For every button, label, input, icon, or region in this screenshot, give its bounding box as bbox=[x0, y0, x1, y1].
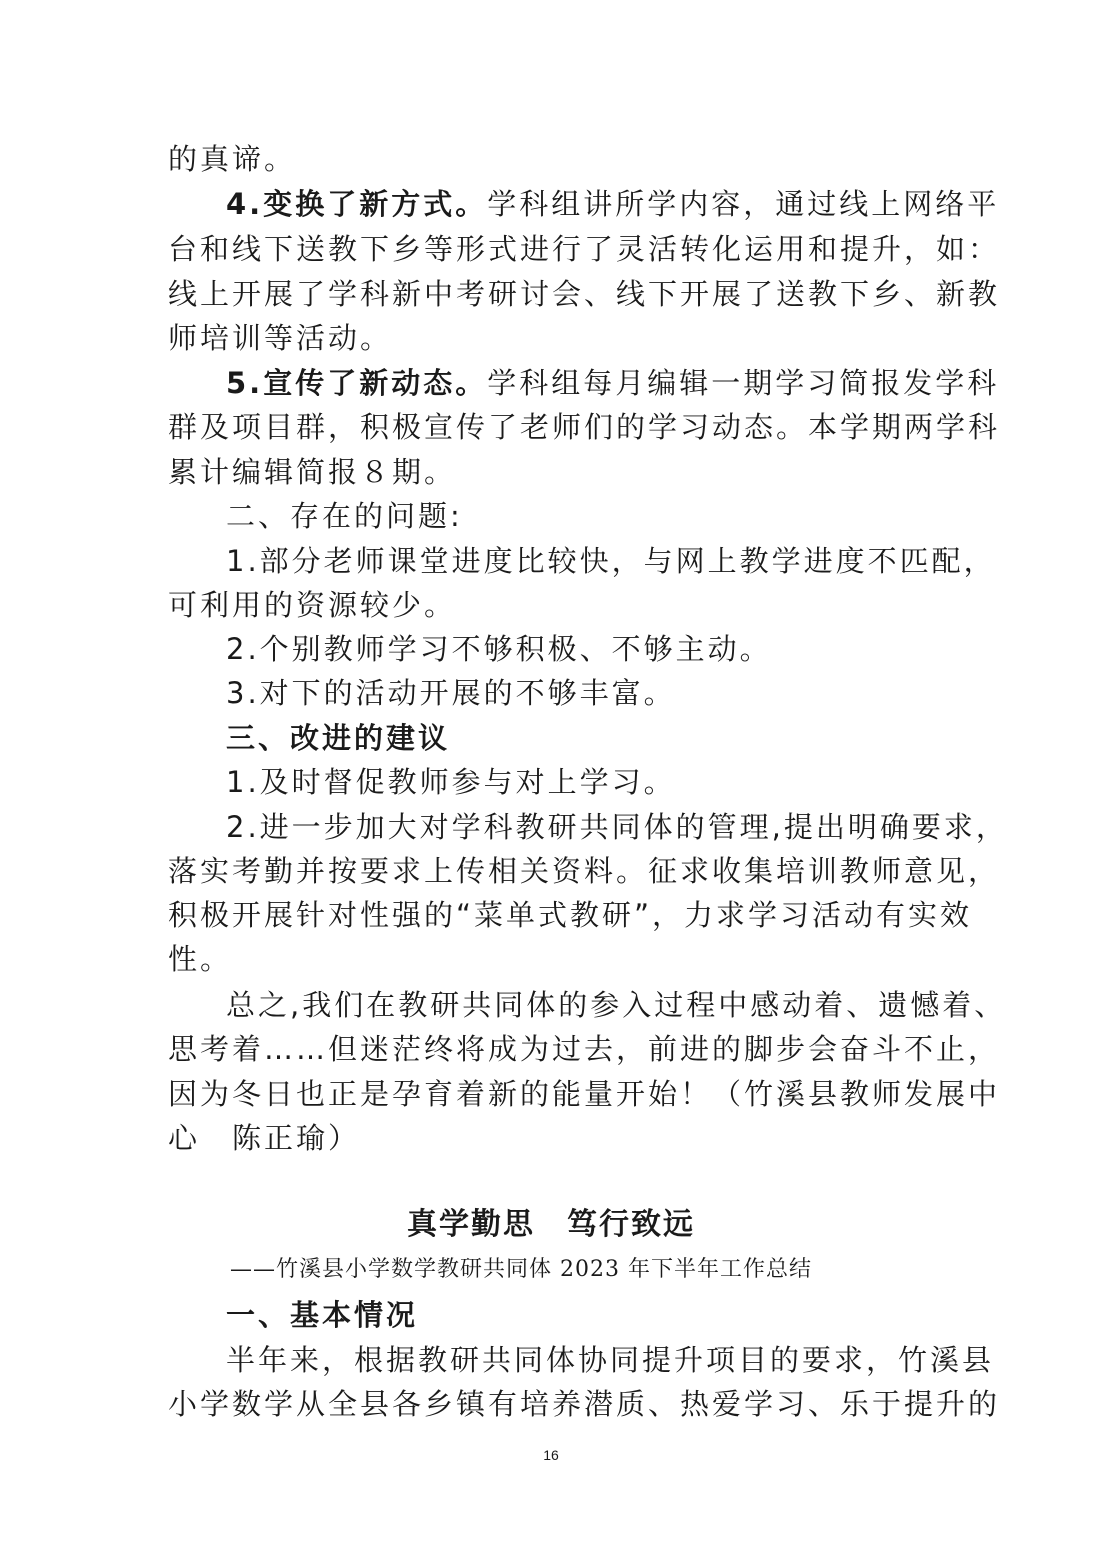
text-line: 思考着……但迷茫终将成为过去，前进的脚步会奋斗不止， bbox=[168, 1032, 1001, 1066]
text-line: 2.个别教师学习不够积极、不够主动。 bbox=[226, 632, 772, 666]
page-number: 16 bbox=[543, 1447, 559, 1463]
bold-lead: 4.变换了新方式。 bbox=[226, 187, 488, 221]
text-span: 学科组每月编辑一期学习简报发学科 bbox=[487, 366, 1000, 400]
paragraph-line bbox=[226, 182, 1000, 226]
text-line: 心 陈正瑜） bbox=[168, 1121, 361, 1155]
text-line: 线上开展了学科新中考研讨会、线下开展了送教下乡、新教 bbox=[168, 277, 1001, 311]
bold-lead: 5.宣传了新动态。 bbox=[226, 366, 488, 400]
text-line: 1.部分老师课堂进度比较快，与网上教学进度不匹配， bbox=[226, 544, 996, 578]
section-heading: 三、改进的建议 bbox=[226, 721, 451, 755]
text-line: 师培训等活动。 bbox=[168, 321, 393, 355]
text-line: 累计编辑简报８期。 bbox=[168, 455, 457, 489]
text-line: 总之,我们在教研共同体的参入过程中感动着、遗憾着、 bbox=[226, 988, 1007, 1022]
text-line: 群及项目群，积极宣传了老师们的学习动态。本学期两学科 bbox=[168, 410, 1001, 444]
text-line: 半年来，根据教研共同体协同提升项目的要求，竹溪县 bbox=[226, 1343, 995, 1377]
text-line: 2.进一步加大对学科教研共同体的管理,提出明确要求， bbox=[226, 810, 1008, 844]
text-line: 小学数学从全县各乡镇有培养潜质、热爱学习、乐于提升的 bbox=[168, 1387, 1001, 1421]
text-line: 3.对下的活动开展的不够丰富。 bbox=[226, 676, 676, 710]
section-heading: 一、基本情况 bbox=[226, 1298, 419, 1332]
text-line: 因为冬日也正是孕育着新的能量开始！（竹溪县教师发展中 bbox=[168, 1077, 1001, 1111]
text-line: 落实考勤并按要求上传相关资料。征求收集培训教师意见， bbox=[168, 854, 1001, 888]
article-title: 真学勤思 笃行致远 bbox=[407, 1207, 695, 1242]
article-subtitle: ——竹溪县小学数学教研共同体 2023 年下半年工作总结 bbox=[230, 1257, 812, 1282]
text-line: 1.及时督促教师参与对上学习。 bbox=[226, 765, 676, 799]
text-line: 的真谛。 bbox=[168, 142, 297, 176]
paragraph-line bbox=[226, 361, 1000, 405]
text-span: 学科组讲所学内容，通过线上网络平 bbox=[487, 187, 1000, 221]
text-line: 性。 bbox=[168, 942, 233, 976]
section-heading: 二、存在的问题: bbox=[226, 499, 463, 533]
text-line: 可利用的资源较少。 bbox=[168, 588, 457, 622]
text-line: 积极开展针对性强的“菜单式教研”，力求学习活动有实效 bbox=[168, 898, 973, 932]
text-line: 台和线下送教下乡等形式进行了灵活转化运用和提升，如： bbox=[168, 232, 1001, 266]
